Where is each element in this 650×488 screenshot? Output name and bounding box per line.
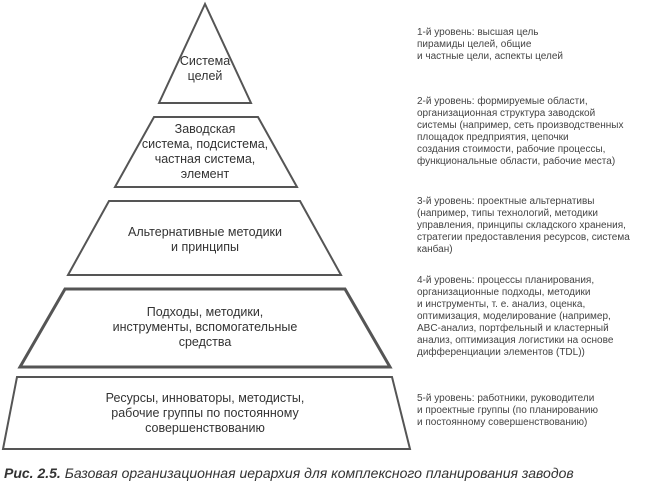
figure-caption-text: Базовая организационная иерархия для комплексного планирования заводов	[64, 465, 574, 481]
figure-number: Рис. 2.5.	[4, 465, 61, 481]
pyramid-level-3-label: Альтернативные методики и принципы	[127, 225, 283, 254]
pyramid-level-1-label: Система целей	[179, 54, 231, 83]
level-2-description: 2-й уровень: формируемые области, организационная структура заводской системы (например, сеть производственных площадок предприятия, цепочки создания стоимости, рабочие процессы, функциональные области, рабочие места)	[417, 96, 624, 167]
level-5-description: 5-й уровень: работники, руководители и проектные группы (по планированию и постоянному совершенствованию)	[417, 393, 598, 428]
level-1-description: 1-й уровень: высшая цель пирамиды целей, общие и частные цели, аспекты целей	[417, 27, 563, 62]
pyramid-level-2-label: Заводская система, подсистема, частная система, элемент	[141, 122, 269, 181]
level-4-description: 4-й уровень: процессы планирования, организационные подходы, методики и инструменты, т. е. анализ, оценка, оптимизация, моделирование (например, ABC-анализ, портфельный и кластерный анализ, оптимизация логистики на основе дифференциации элементов (TDL))	[417, 275, 614, 358]
pyramid-level-5-label: Ресурсы, инноваторы, методисты, рабочие группы по постоянному совершенствованию	[105, 391, 305, 435]
level-3-description: 3-й уровень: проектные альтернативы (например, типы технологий, методики управления, принципы складского хранения, стратегии предоставления ресурсов, система канбан)	[417, 196, 630, 255]
pyramid-level-4-label: Подходы, методики, инструменты, вспомогательные средства	[112, 305, 298, 349]
figure-caption	[4, 465, 644, 481]
